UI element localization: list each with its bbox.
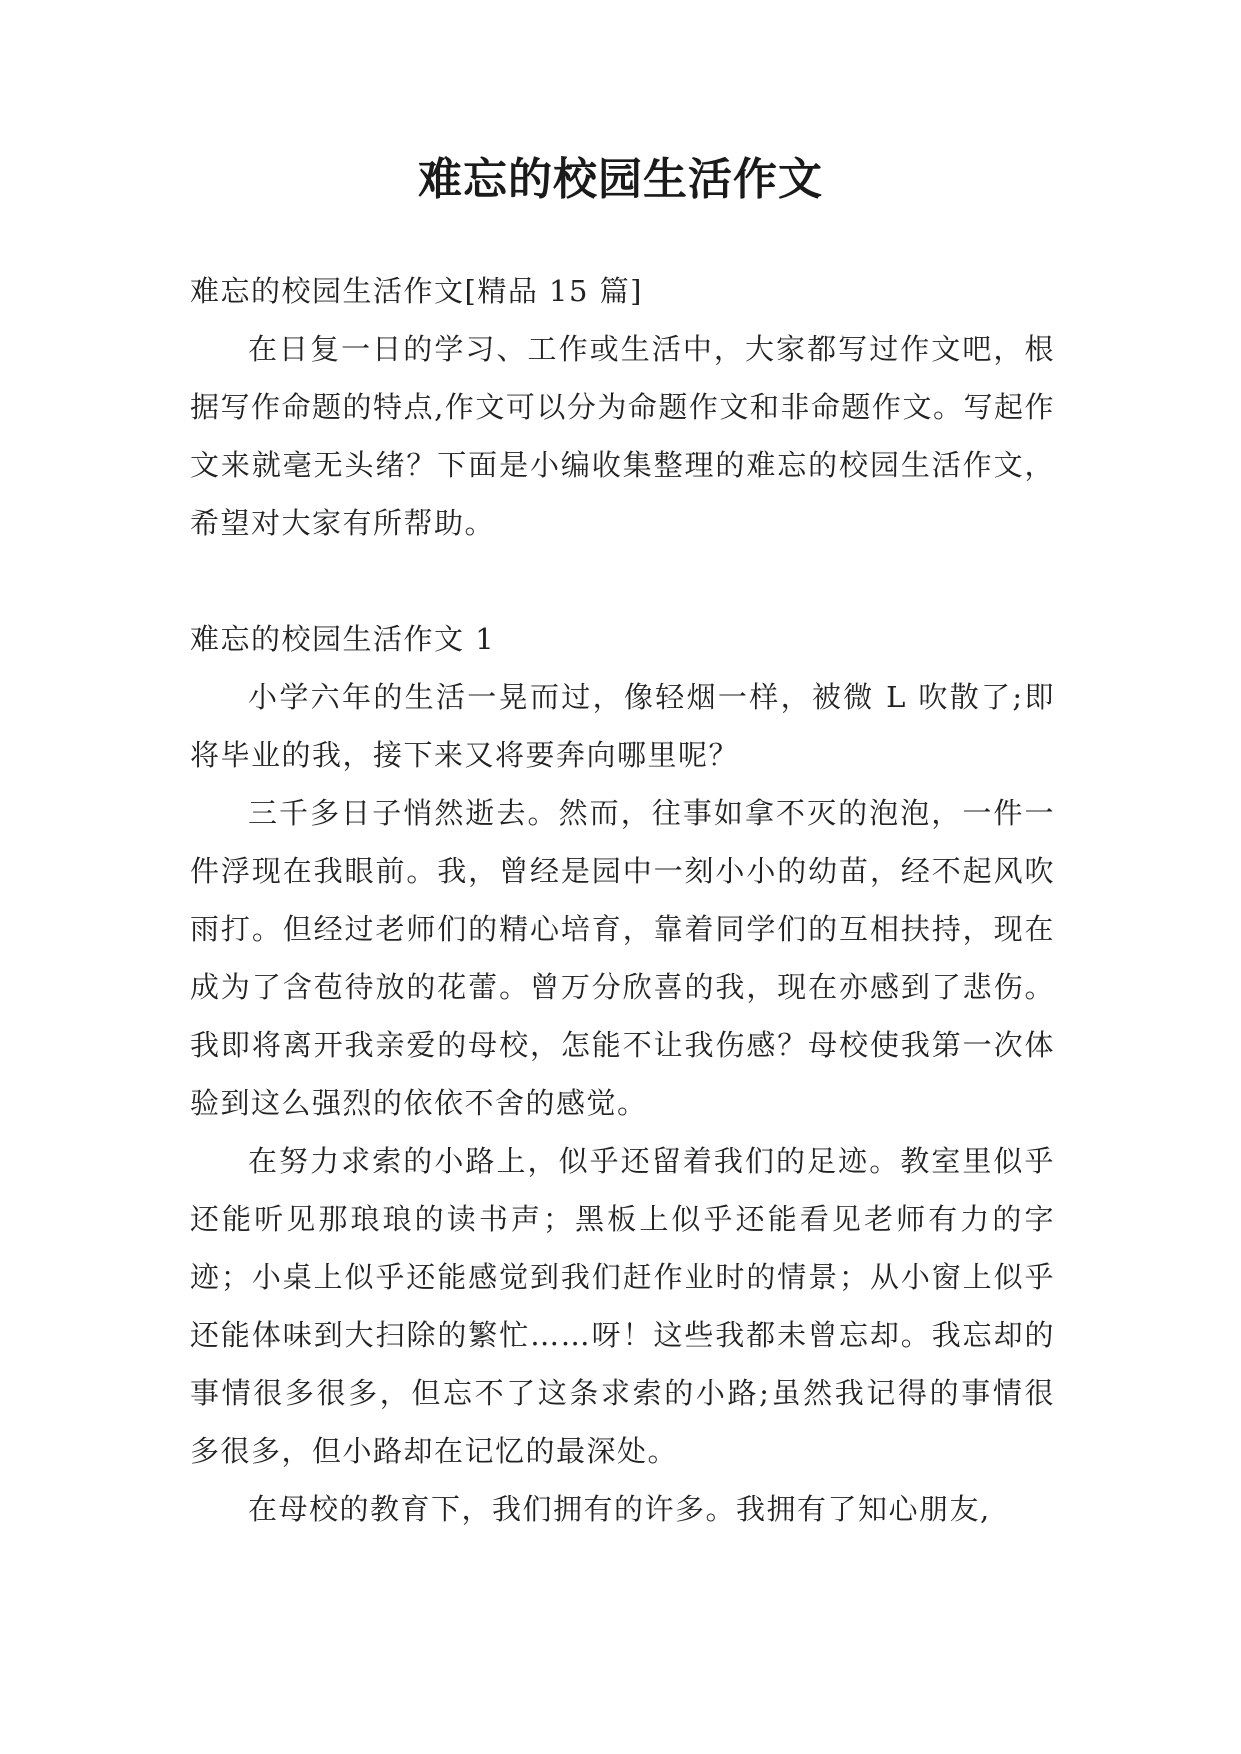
document-subtitle: 难忘的校园生活作文[精品 15 篇] [190,274,643,308]
section-heading: 难忘的校园生活作文 1 [190,622,496,656]
body-paragraph: 在努力求索的小路上，似乎还留着我们的足迹。教室里似乎还能听见那琅琅的读书声；黑板上似乎还能看见老师有力的字迹；小桌上似乎还能感觉到我们赶作业时的情景；从小窗上似乎还能体味到大扫除的繁忙……呀！这些我都未曾忘却。我忘却的事情很多很多，但忘不了这条求索的小路;虽然我记得的事情很多很多，但小路却在记忆的最深处。 [190,1144,1055,1468]
document-body [190,262,1055,1538]
body-paragraph: 在母校的教育下，我们拥有的许多。我拥有了知心朋友, [248,1492,991,1526]
section-spacer [190,552,1055,610]
body-paragraph: 三千多日子悄然逝去。然而，往事如拿不灭的泡泡，一件一件浮现在我眼前。我，曾经是园中一刻小小的幼苗，经不起风吹雨打。但经过老师们的精心培育，靠着同学们的互相扶持，现在成为了含苞待放的花蕾。曾万分欣喜的我，现在亦感到了悲伤。我即将离开我亲爱的母校，怎能不让我伤感？母校使我第一次体验到这么强烈的依依不舍的感觉。 [190,796,1055,1120]
body-paragraph: 小学六年的生活一晃而过，像轻烟一样，被微 L 吹散了;即将毕业的我，接下来又将要奔向哪里呢？ [190,680,1055,772]
intro-paragraph: 在日复一日的学习、工作或生活中，大家都写过作文吧，根据写作命题的特点,作文可以分为命题作文和非命题作文。写起作文来就毫无头绪？下面是小编收集整理的难忘的校园生活作文，希望对大家有所帮助。 [190,332,1055,540]
document-title: 难忘的校园生活作文 [418,154,823,205]
